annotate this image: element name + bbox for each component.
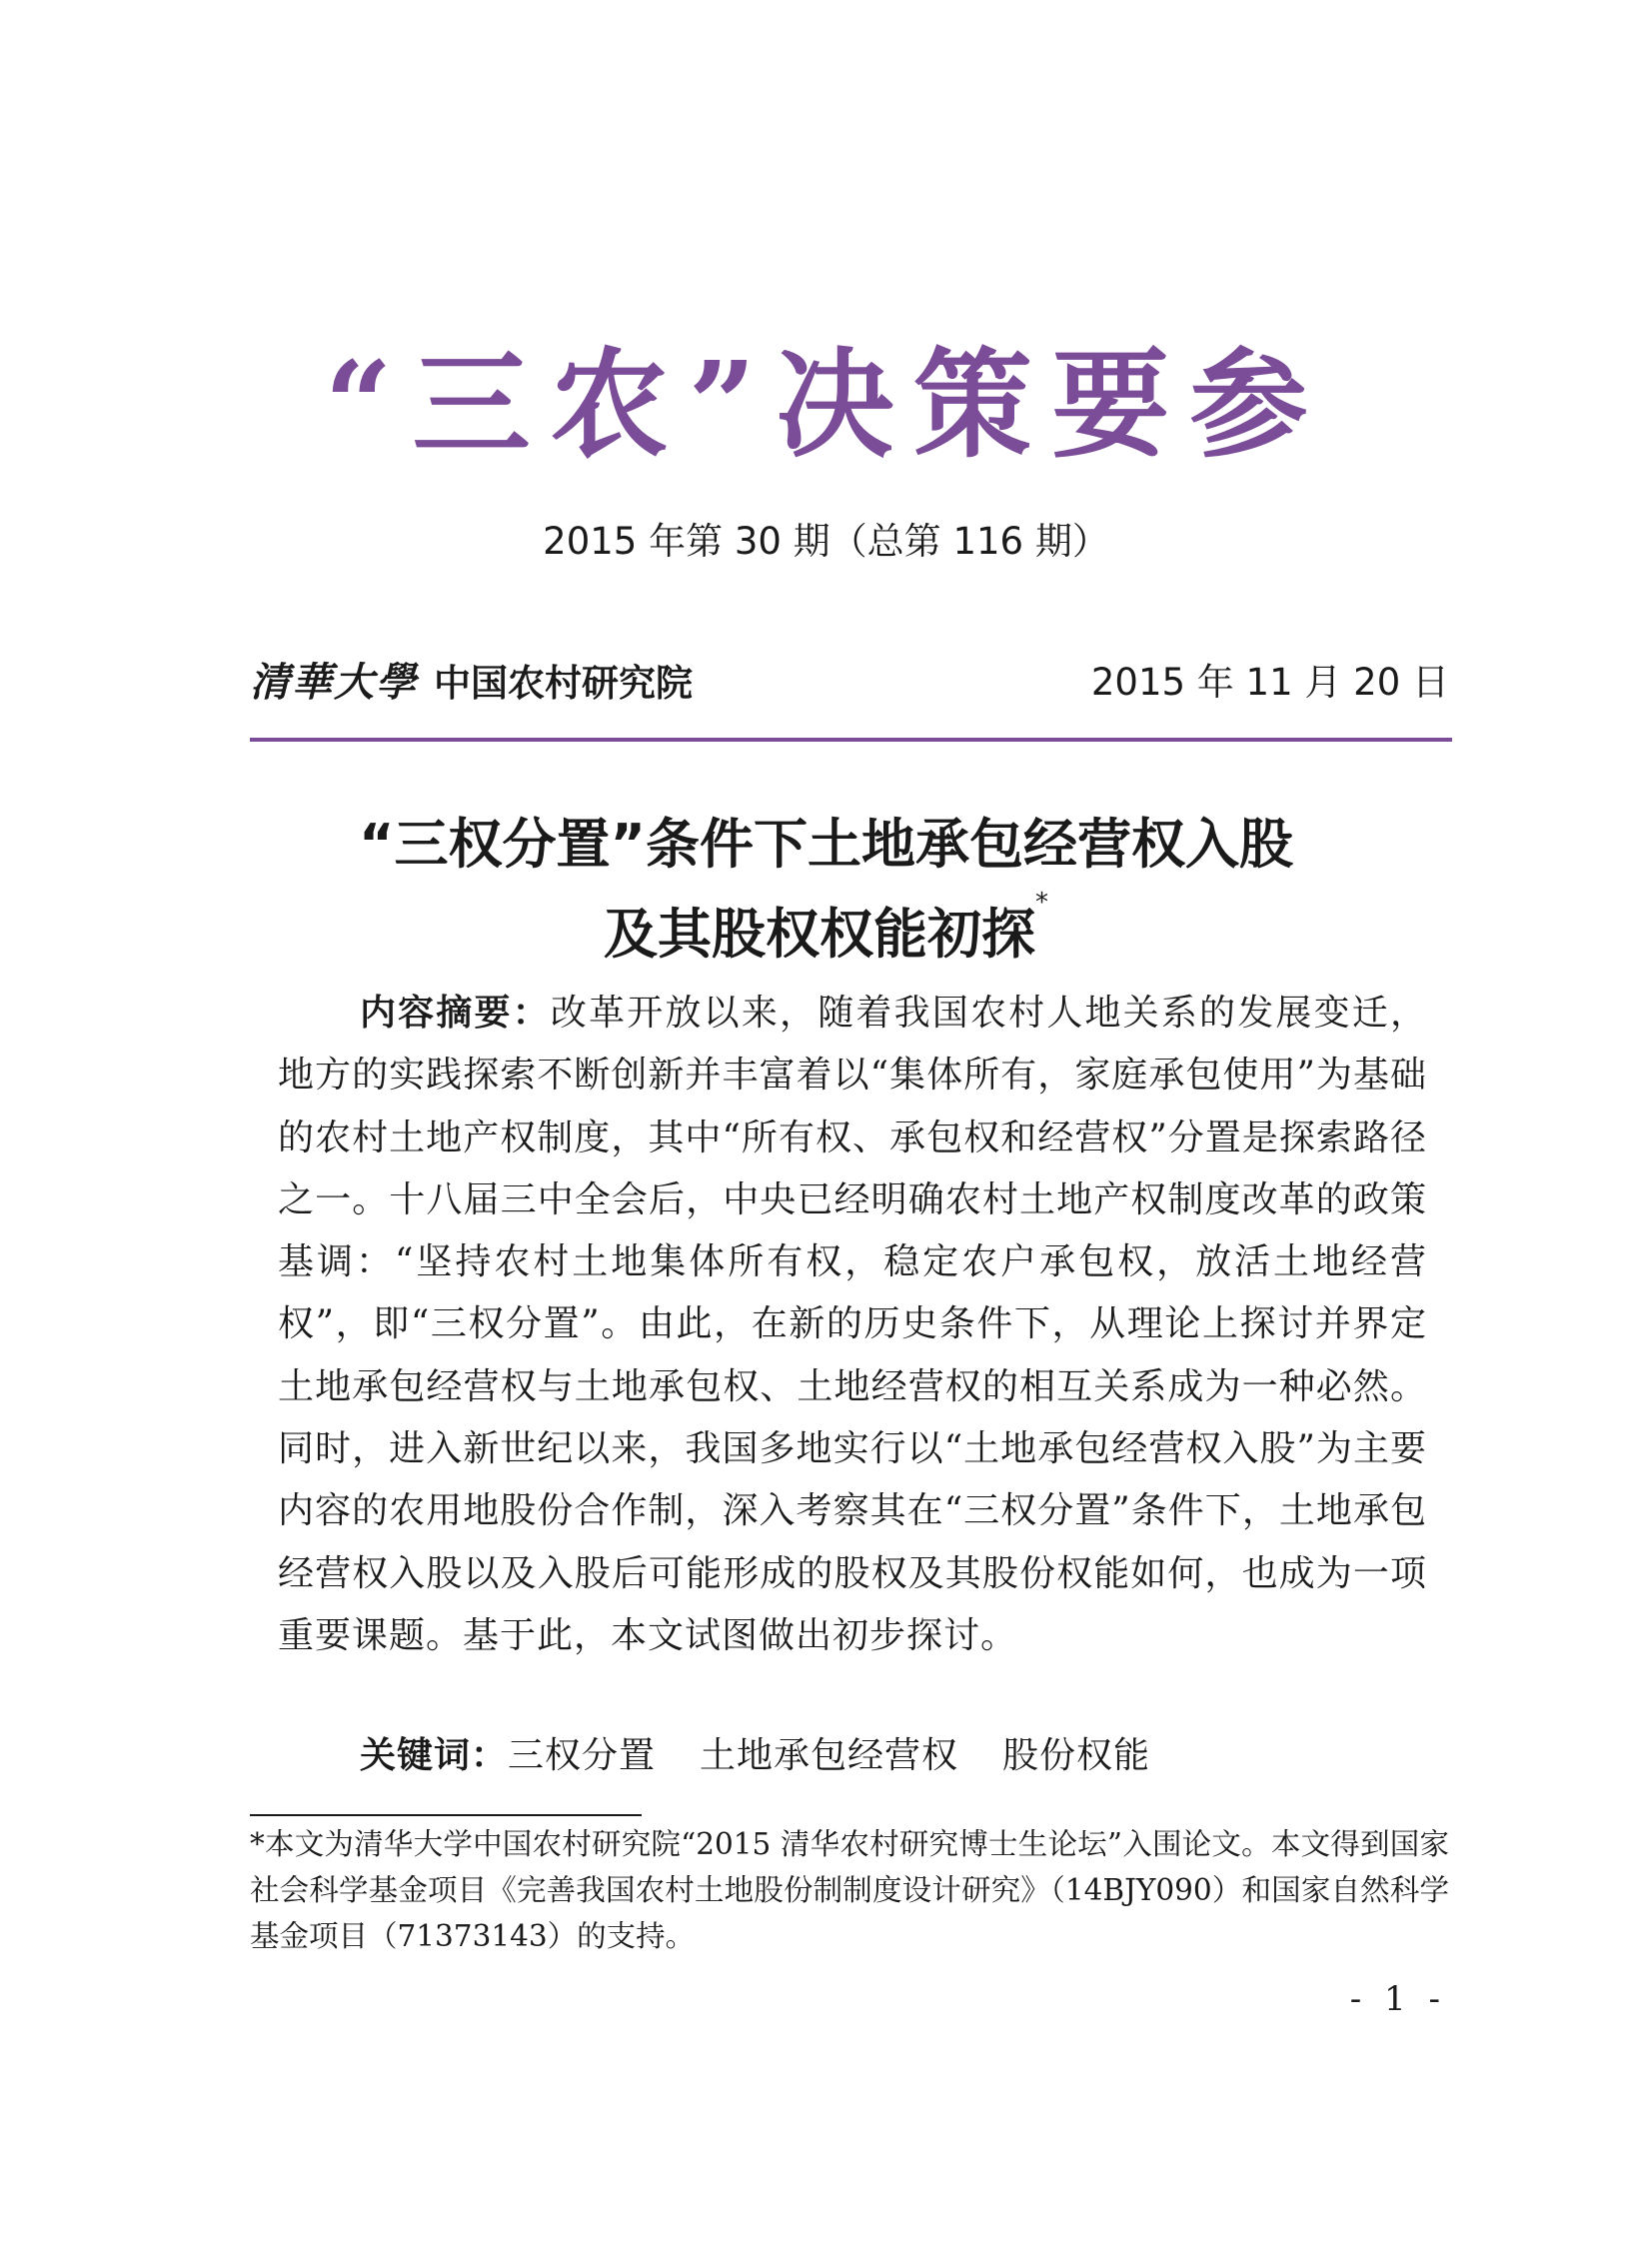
footnote: *本文为清华大学中国农村研究院“2015 清华农村研究博士生论坛”入围论文。本文得到国家社会科学基金项目《完善我国农村土地股份制制度设计研究》（14BJY090）和国家自然科学基金项目（71373143）的支持。 [250, 1827, 1449, 1953]
title-line-2-text: 及其股权权能初探 [604, 903, 1035, 966]
header-divider [250, 738, 1452, 742]
keyword-2: 土地承包经营权 [700, 1735, 959, 1776]
publish-date: 2015 年 11 月 20 日 [1090, 661, 1449, 704]
keyword-1: 三权分置 [508, 1735, 657, 1776]
publisher [250, 655, 693, 711]
article-title [0, 800, 1652, 980]
abstract-label: 内容摘要： [360, 993, 551, 1034]
keyword-3: 股份权能 [1002, 1735, 1151, 1776]
page-number: - 1 - [1349, 1979, 1446, 2019]
keywords-label: 关键词： [360, 1735, 509, 1776]
footnote-divider [250, 1814, 642, 1816]
abstract [278, 983, 1427, 1667]
university-logo: 清華大學 [250, 659, 418, 706]
title-line-1: “三权分置”条件下土地承包经营权入股 [359, 813, 1293, 876]
masthead-title: “三农”决策要参 [324, 335, 1328, 474]
institute-name: 中国农村研究院 [434, 661, 693, 705]
issue-number: 2015 年第 30 期（总第 116 期） [543, 520, 1109, 563]
footnote-marker: * [1035, 888, 1048, 918]
title-line-2 [0, 890, 1652, 980]
publisher-row [250, 655, 1449, 711]
keywords [360, 1725, 1194, 1787]
abstract-text: 改革开放以来，随着我国农村人地关系的发展变迁，地方的实践探索不断创新并丰富着以“集体所有，家庭承包使用”为基础的农村土地产权制度，其中“所有权、承包权和经营权”分置是探索路径之一。十八届三中全会后，中央已经明确农村土地产权制度改革的政策基调：“坚持农村土地集体所有权，稳定农户承包权，放活土地经营权”，即“三权分置”。由此，在新的历史条件下，从理论上探讨并界定土地承包经营权与土地承包权、土地经营权的相互关系成为一种必然。同时，进入新世纪以来，我国多地实行以“土地承包经营权入股”为主要内容的农用地股份合作制，深入考察其在“三权分置”条件下，土地承包经营权入股以及入股后可能形成的股权及其股份权能如何，也成为一项重要课题。基于此，本文试图做出初步探讨。 [278, 993, 1427, 1656]
